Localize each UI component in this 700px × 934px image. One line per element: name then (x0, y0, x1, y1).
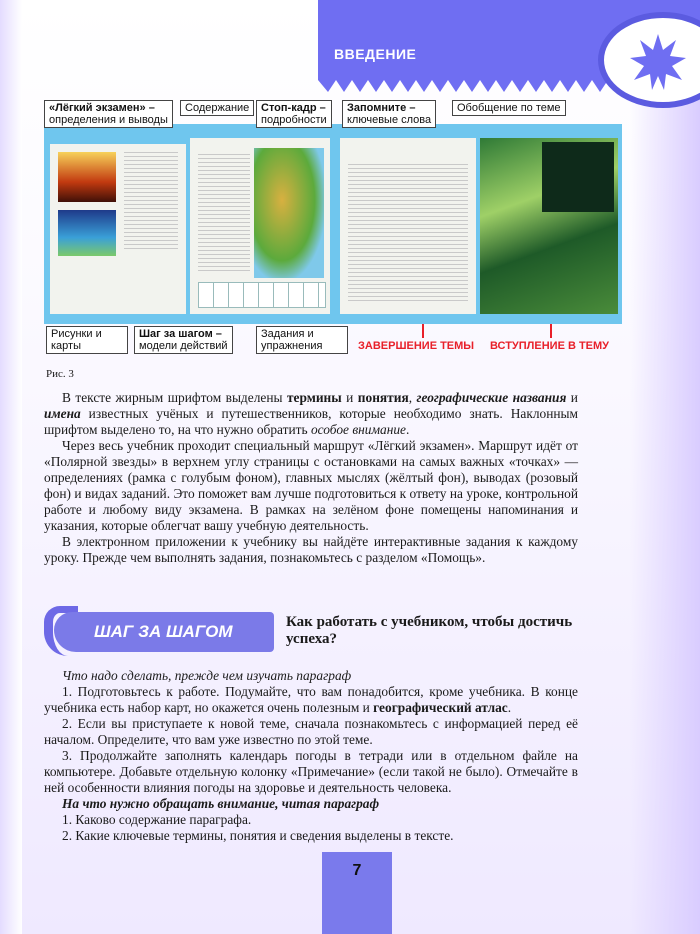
figure-map (254, 148, 324, 278)
label-topic-end: ЗАВЕРШЕНИЕ ТЕМЫ (358, 340, 475, 352)
polar-star-icon (628, 32, 688, 92)
chapter-title: ВВЕДЕНИЕ (334, 46, 417, 62)
right-margin-glow (630, 0, 700, 934)
figure-table (198, 282, 326, 308)
step-1: 1. Подготовьтесь к работе. Подумайте, что вам понадобится, кроме учебника. В конце учебника есть набор карт, но окажется очень полезным и географический атлас. (44, 684, 578, 715)
left-margin-rule (0, 0, 22, 934)
intro-paragraph-3: В электронном приложении к учебнику вы найдёте интерактивные задания к каждому уроку. Прежде чем выполнять задания, познакомьтесь с разделом «Помощь». (44, 534, 578, 565)
question-1: 1. Каково содержание параграфа. (62, 812, 252, 827)
figure-caption: Рис. 3 (46, 368, 74, 380)
figure-text-block (198, 154, 250, 274)
page-number: 7 (352, 862, 362, 879)
callout-summary: Обобщение по теме (452, 100, 566, 116)
callout-contents: Содержание (180, 100, 254, 116)
page-number-tab (322, 852, 392, 934)
intro-paragraph-2: Через весь учебник проходит специальный маршрут «Лёгкий экзамен». Маршрут идёт от «Полярной звезды» в верхнем углу страницы с остановками на самых важных «точках» — определениях (рамка с голубым фоном), главных мыслях (жёлтый фон), выводах (розовый фон) и видах заданий. Это поможет вам лучше подготовиться к ответу на уроке, контрольной работе и любому виду экзамена. В рамках на зелёном фоне помещены напоминания и указания, которые облегчат вашу учебную деятельность. (44, 438, 578, 533)
step-2: 2. Если вы приступаете к новой теме, сначала познакомьтесь с информацией перед её началом. Определите, что вам уже известно по этой теме. (44, 716, 578, 747)
callout-remember: Запомните – ключевые слова (342, 100, 436, 128)
figure-photo-dark (542, 142, 614, 212)
textbook-spread-figure (44, 124, 622, 324)
intro-text (44, 390, 578, 566)
callout-stop-frame: Стоп-кадр – подробности (256, 100, 332, 128)
steps-subheading-2: На что нужно обращать внимание, читая параграф (62, 796, 380, 811)
callout-tasks: Задания и упражнения (256, 326, 348, 354)
figure-text-block (124, 152, 178, 252)
figure-photo-diagram (58, 210, 116, 256)
steps-text (44, 668, 578, 844)
step-3: 3. Продолжайте заполнять календарь погоды в тетради или в отдельном файле на компьютере. Добавьте отдельную колонку «Примечание» (если такой не было). Отмечайте в ней особенности влияния погоды на здоровье и деятельность человека. (44, 748, 578, 795)
header-zigzag (318, 80, 608, 92)
figure-text-block (348, 164, 468, 304)
question-2: 2. Какие ключевые термины, понятия и сведения выделены в тексте. (62, 828, 454, 843)
arrow-topic-intro (550, 324, 552, 338)
intro-paragraph-1: В тексте жирным шрифтом выделены термины и понятия, географические названия и имена известных учёных и путешественников, которые необходимо знать. Наклонным шрифтом выделено то, на что нужно обратить особое внимание. (44, 390, 578, 437)
steps-subheading-1: Что надо сделать, прежде чем изучать параграф (62, 668, 352, 683)
callout-easy-exam: «Лёгкий экзамен» – определения и выводы (44, 100, 173, 128)
callout-step-by-step: Шаг за шагом – модели действий (134, 326, 233, 354)
figure-photo-sunset (58, 152, 116, 202)
label-topic-intro: ВСТУПЛЕНИЕ В ТЕМУ (490, 340, 610, 352)
arrow-topic-end (422, 324, 424, 338)
step-banner-label: ШАГ ЗА ШАГОМ (94, 622, 233, 641)
step-heading: Как работать с учебником, чтобы достичь успеха? (286, 614, 573, 647)
callout-pictures-maps: Рисунки и карты (46, 326, 128, 354)
